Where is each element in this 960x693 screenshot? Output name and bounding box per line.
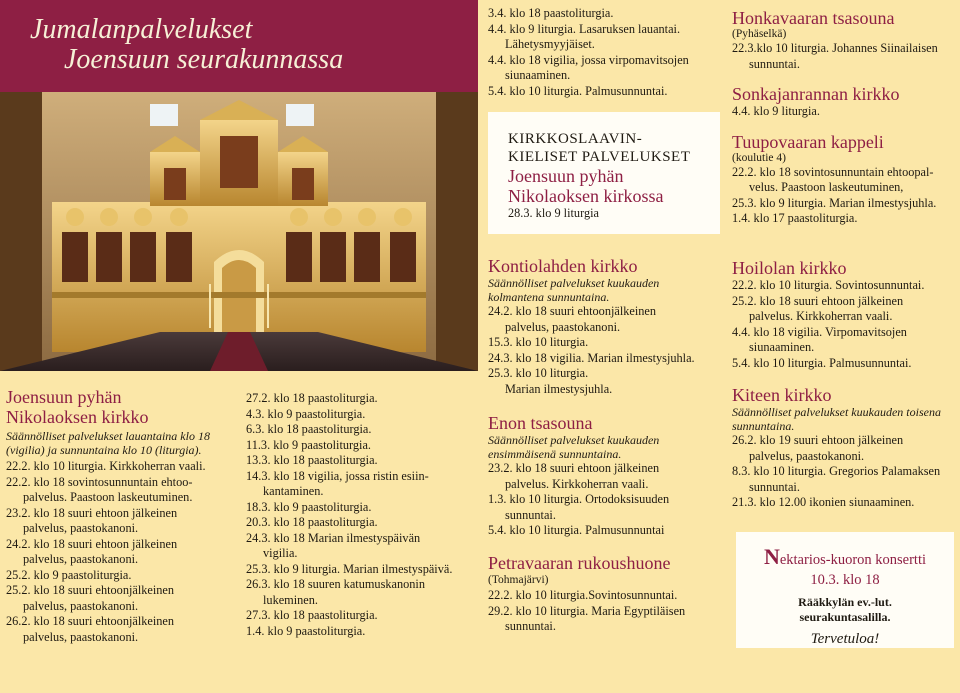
schedule-line: 18.3. klo 9 paastoliturgia.	[246, 499, 372, 514]
schedule-line: 5.4. klo 10 liturgia. Palmusunnuntai	[488, 523, 665, 537]
section-heading: Hoilolan kirkko	[732, 258, 847, 278]
schedule-line: 26.2. klo 18 suuri ehtoonjälkeinen	[6, 614, 175, 628]
concert-place-line: seurakuntasalilla.	[799, 610, 891, 624]
schedule-line: sunnuntai.	[505, 507, 556, 522]
schedule-line: 4.3. klo 9 paastoliturgia.	[246, 406, 366, 421]
schedule-line: 25.3. klo 9 liturgia. Marian ilmestyspäivä.	[246, 561, 453, 576]
petravaara-section	[488, 553, 718, 635]
schedule-line: 22.2. klo 18 sovintosunnuntain ehtoo-	[6, 474, 193, 489]
schedule-line: 3.4. klo 18 paastoliturgia.	[488, 6, 614, 20]
schedule-line: palvelus. Paastoon laskeutuminen.	[23, 490, 193, 504]
schedule-line: 4.4. klo 9 liturgia.	[732, 104, 820, 118]
schedule-list	[488, 6, 718, 99]
col4-sections-lower	[732, 258, 956, 511]
schedule-list	[732, 104, 956, 120]
nikolaos-church-continued-2	[488, 6, 718, 99]
schedule-list	[488, 588, 718, 635]
concert-welcome: Tervetuloa!	[810, 631, 880, 647]
section-subtitle: (Pyhäselkä)	[732, 28, 787, 40]
concert-title-initial: N	[763, 544, 780, 569]
section-heading: Kiteen kirkko	[732, 385, 832, 405]
section-heading: Nikolaoksen kirkko	[6, 407, 149, 427]
schedule-line: 11.3. klo 9 paastoliturgia.	[246, 437, 372, 452]
schedule-line: 25.3. klo 9 liturgia. Marian ilmestysjuhla.	[732, 195, 937, 210]
schedule-line: 22.2. klo 10 liturgia.Sovintosunnuntai.	[488, 588, 678, 602]
box-caption: KIELISET PALVELUKSET	[508, 149, 691, 165]
schedule-line: 8.3. klo 10 liturgia. Gregorios Palamaksen	[732, 464, 941, 478]
schedule-line: 1.3. klo 10 liturgia. Ortodoksisuuden	[488, 492, 670, 506]
schedule-line: 24.3. klo 18 vigilia. Marian ilmestysjuhla.	[488, 350, 695, 365]
section-heading: Kontiolahden kirkko	[488, 256, 638, 276]
concert-place-line: Rääkkylän ev.-lut.	[798, 595, 892, 609]
tuupovaara-section	[732, 132, 956, 227]
schedule-line: 4.4. klo 9 liturgia. Lasaruksen lauantai.	[488, 21, 681, 36]
concert-place	[736, 595, 954, 625]
col3-sections	[488, 256, 718, 635]
schedule-line: palvelus. Kirkkoherran vaali.	[749, 309, 893, 323]
schedule-line: Lähetysmyyjäiset.	[505, 37, 595, 51]
nikolaos-church-section	[6, 387, 232, 645]
schedule-line: 24.2. klo 18 suuri ehtoon jälkeinen	[6, 536, 178, 551]
schedule-line: 6.3. klo 18 paastoliturgia.	[246, 422, 372, 436]
schedule-line: sunnuntai.	[749, 56, 800, 71]
schedule-line: 26.3. klo 18 suuren katumuskanonin	[246, 577, 425, 591]
schedule-line: 4.4. klo 18 vigilia. Virpomavitsojen	[732, 324, 907, 339]
schedule-line: 1.4. klo 9 paastoliturgia.	[246, 623, 366, 638]
schedule-line: 29.2. klo 10 liturgia. Maria Egyptiläisen	[488, 603, 686, 618]
schedule-line: kantaminen.	[263, 484, 324, 498]
kontiolahti-section	[488, 256, 718, 397]
schedule-line: velus. Paastoon laskeutuminen,	[749, 180, 904, 194]
schedule-line: palvelus, paastokanoni.	[749, 448, 865, 463]
section-heading: Tuupovaaran kappeli	[732, 131, 884, 152]
schedule-line: 22.2. klo 10 liturgia. Sovintosunnuntai.	[732, 278, 925, 292]
schedule-line: sunnuntai.	[505, 619, 556, 633]
box-caption: KIRKKOSLAAVIN-	[508, 131, 643, 147]
concert-title	[736, 544, 954, 570]
schedule-line: 5.4. klo 10 liturgia. Palmusunnuntai.	[732, 355, 912, 370]
schedule-list	[488, 461, 718, 539]
schedule-line: 21.3. klo 12.00 ikonien siunaaminen.	[732, 495, 915, 509]
box-church-name: Nikolaoksen kirkossa	[508, 186, 664, 206]
eno-section	[488, 413, 718, 539]
schedule-line: 14.3. klo 18 vigilia, jossa ristin esiin-	[246, 468, 429, 483]
header-title-line2: Joensuun seurakunnassa	[64, 44, 344, 75]
schedule-line: palvelus. Kirkkoherran vaali.	[505, 476, 649, 491]
schedule-list	[732, 278, 956, 371]
schedule-line: palvelus, paastokanoni.	[505, 319, 621, 334]
schedule-line: 13.3. klo 18 paastoliturgia.	[246, 453, 378, 467]
schedule-line: siunaaminen.	[749, 340, 815, 354]
schedule-list	[732, 41, 956, 72]
schedule-line: siunaaminen.	[505, 68, 571, 82]
schedule-line: 25.3. klo 10 liturgia.	[488, 366, 589, 380]
schedule-list	[246, 391, 476, 639]
schedule-line: 22.3.klo 10 liturgia. Johannes Siinailaisen	[732, 41, 938, 55]
section-heading: Honkavaaran tsasouna	[732, 8, 895, 28]
schedule-line: 23.2. klo 18 suuri ehtoon jälkeinen	[6, 505, 178, 520]
hoilola-section	[732, 258, 956, 371]
schedule-line: palvelus, paastokanoni.	[23, 629, 139, 644]
section-heading: Sonkajanrannan kirkko	[732, 84, 900, 104]
schedule-line: Marian ilmestysjuhla.	[505, 381, 613, 396]
schedule-line: 25.2. klo 18 suuri ehtoonjälkeinen	[6, 583, 175, 597]
schedule-line: 15.3. klo 10 liturgia.	[488, 335, 589, 349]
section-note: Säännölliset palvelukset kuukauden ensimmäisenä sunnuntaina.	[488, 433, 660, 461]
section-heading: Petravaaran rukoushuone	[488, 552, 671, 573]
schedule-line: 20.3. klo 18 paastoliturgia.	[246, 515, 378, 529]
schedule-line: 27.2. klo 18 paastoliturgia.	[246, 391, 378, 405]
schedule-line: 5.4. klo 10 liturgia. Palmusunnuntai.	[488, 83, 668, 98]
schedule-line: 25.2. klo 9 paastoliturgia.	[6, 567, 132, 582]
schedule-line: 25.2. klo 18 suuri ehtoon jälkeinen	[732, 293, 904, 308]
section-note: Säännölliset palvelukset kuukauden kolmantena sunnuntaina.	[488, 276, 660, 304]
schedule-list	[732, 433, 956, 511]
iconostasis-illustration	[0, 92, 478, 371]
box-church-name: Joensuun pyhän	[508, 166, 624, 186]
section-note: Säännölliset palvelukset kuukauden toisena sunnuntaina.	[732, 405, 941, 433]
schedule-line: 24.2. klo 18 suuri ehtoonjälkeinen	[488, 304, 657, 318]
schedule-list	[488, 304, 718, 397]
schedule-line: palvelus, paastokanoni.	[23, 598, 139, 613]
schedule-line: sunnuntai.	[749, 479, 800, 494]
nikolaos-church-continued	[246, 391, 476, 639]
schedule-line: 27.3. klo 18 paastoliturgia.	[246, 608, 378, 622]
schedule-list	[6, 459, 232, 645]
schedule-line: 22.2. klo 10 liturgia. Kirkkoherran vaali.	[6, 459, 206, 473]
concert-date: 10.3. klo 18	[810, 572, 880, 588]
schedule-line: lukeminen.	[263, 592, 318, 607]
col4-sections	[732, 8, 956, 227]
section-note: Säännölliset palvelukset lauantaina klo 18 (vigilia) ja sunnuntaina klo 10 (liturgia).	[6, 429, 210, 457]
honkavaara-section	[732, 8, 956, 72]
section-heading: Enon tsasouna	[488, 413, 593, 433]
schedule-line: 26.2. klo 19 suuri ehtoon jälkeinen	[732, 433, 904, 447]
schedule-line: 22.2. klo 18 sovintosunnuntain ehtoopal-	[732, 164, 934, 179]
schedule-line: 4.4. klo 18 vigilia, jossa virpomavitsojen	[488, 52, 689, 67]
slavonic-services-box	[488, 112, 720, 234]
schedule-line: palvelus, paastokanoni.	[23, 521, 139, 535]
section-subtitle: (koulutie 4)	[732, 151, 786, 164]
schedule-line: 1.4. klo 17 paastoliturgia.	[732, 211, 858, 225]
church-interior-photo	[0, 92, 478, 371]
box-schedule-line: 28.3. klo 9 liturgia	[508, 206, 599, 220]
schedule-line: palvelus, paastokanoni.	[23, 552, 139, 566]
header-title-line1: Jumalanpalvelukset	[30, 14, 253, 45]
section-heading: Joensuun pyhän	[6, 387, 122, 407]
schedule-list	[732, 165, 956, 227]
concert-title-rest: ektarios-kuoron konsertti	[779, 552, 927, 568]
kitee-section	[732, 385, 956, 511]
section-subtitle: (Tohmajärvi)	[488, 573, 549, 586]
concert-announcement-box	[736, 532, 954, 648]
schedule-line: vigilia.	[263, 546, 298, 560]
sonkajanranta-section	[732, 84, 956, 120]
schedule-line: 24.3. klo 18 Marian ilmestyspäivän	[246, 530, 421, 545]
schedule-line: 23.2. klo 18 suuri ehtoon jälkeinen	[488, 461, 660, 475]
page-header	[0, 0, 478, 92]
